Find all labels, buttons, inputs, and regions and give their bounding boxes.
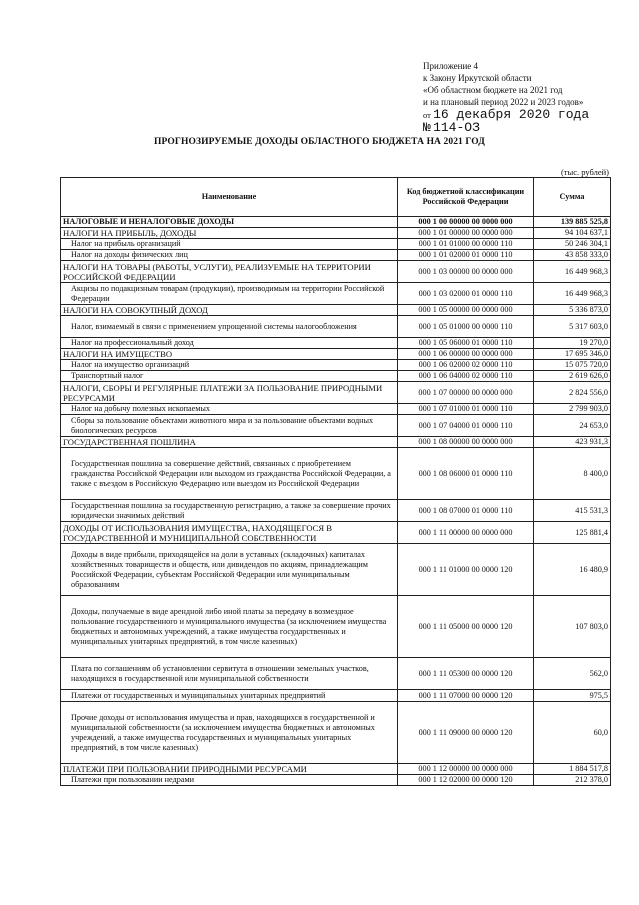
row-sum: 19 270,0 xyxy=(534,338,611,349)
row-name: НАЛОГИ, СБОРЫ И РЕГУЛЯРНЫЕ ПЛАТЕЖИ ЗА ПОЛЬЗОВАНИЕ ПРИРОДНЫМИ РЕСУРСАМИ xyxy=(61,382,398,404)
table-row xyxy=(61,371,611,382)
row-sum: 16 480,9 xyxy=(534,544,611,596)
row-code: 000 1 12 00000 00 0000 000 xyxy=(398,764,534,775)
table-row xyxy=(61,500,611,522)
row-code: 000 1 08 00000 00 0000 000 xyxy=(398,437,534,448)
row-code: 000 1 11 05000 00 0000 120 xyxy=(398,596,534,658)
table-row xyxy=(61,261,611,283)
row-sum: 8 400,0 xyxy=(534,448,611,500)
appendix-line: к Закону Иркутской области xyxy=(423,73,532,83)
table-row xyxy=(61,404,611,415)
row-sum: 423 931,3 xyxy=(534,437,611,448)
header-code: Код бюджетной классификации Российской Федерации xyxy=(398,178,534,217)
table-row xyxy=(61,702,611,764)
row-name: Государственная пошлина за государственную регистрацию, а также за совершение прочих юридически значимых действий xyxy=(61,500,398,522)
table-row xyxy=(61,250,611,261)
table-row xyxy=(61,437,611,448)
row-code: 000 1 07 04000 01 0000 110 xyxy=(398,415,534,437)
row-name: ПЛАТЕЖИ ПРИ ПОЛЬЗОВАНИИ ПРИРОДНЫМИ РЕСУРСАМИ xyxy=(61,764,398,775)
row-name: Доходы в виде прибыли, приходящейся на доли в уставных (складочных) капиталах хозяйственных товариществ и обществ, или дивидендов по акциям, принадлежащим Российской Федерации, субъектам Российской Федерации или муниципальным образованиям xyxy=(61,544,398,596)
row-code: 000 1 03 00000 00 0000 000 xyxy=(398,261,534,283)
row-sum: 125 881,4 xyxy=(534,522,611,544)
row-code: 000 1 05 06000 01 0000 110 xyxy=(398,338,534,349)
row-sum: 2 824 556,0 xyxy=(534,382,611,404)
row-name: Налог на добычу полезных ископаемых xyxy=(61,404,398,415)
date-value: 16 декабря 2020 года xyxy=(433,107,590,122)
row-name: НАЛОГИ НА ТОВАРЫ (РАБОТЫ, УСЛУГИ), РЕАЛИЗУЕМЫЕ НА ТЕРРИТОРИИ РОССИЙСКОЙ ФЕДЕРАЦИИ xyxy=(61,261,398,283)
table-header-row xyxy=(61,178,611,217)
row-code: 000 1 01 02000 01 0000 110 xyxy=(398,250,534,261)
row-sum: 60,0 xyxy=(534,702,611,764)
row-code: 000 1 06 00000 00 0000 000 xyxy=(398,349,534,360)
row-code: 000 1 11 01000 00 0000 120 xyxy=(398,544,534,596)
row-name: Платежи от государственных и муниципальных унитарных предприятий xyxy=(61,690,398,702)
row-name: НАЛОГОВЫЕ И НЕНАЛОГОВЫЕ ДОХОДЫ xyxy=(61,217,398,228)
appendix-number xyxy=(423,121,633,134)
row-sum: 139 885 525,8 xyxy=(534,217,611,228)
revenue-table xyxy=(60,177,611,786)
row-code: 000 1 08 06000 01 0000 110 xyxy=(398,448,534,500)
date-prefix: от xyxy=(423,110,431,120)
row-code: 000 1 11 09000 00 0000 120 xyxy=(398,702,534,764)
row-sum: 212 378,0 xyxy=(534,775,611,786)
row-sum: 17 695 346,0 xyxy=(534,349,611,360)
row-name: Плата по соглашениям об установлении сервитута в отношении земельных участков, находящихся в государственной или муниципальной собственности xyxy=(61,658,398,690)
row-code: 000 1 06 02000 02 0000 110 xyxy=(398,360,534,371)
table-row xyxy=(61,544,611,596)
table-row xyxy=(61,448,611,500)
appendix-line: «Об областном бюджете на 2021 год xyxy=(423,85,563,95)
row-sum: 562,0 xyxy=(534,658,611,690)
table-row xyxy=(61,775,611,786)
row-sum: 16 449 968,3 xyxy=(534,283,611,305)
row-code: 000 1 05 01000 00 0000 110 xyxy=(398,316,534,338)
row-sum: 975,5 xyxy=(534,690,611,702)
row-name: ДОХОДЫ ОТ ИСПОЛЬЗОВАНИЯ ИМУЩЕСТВА, НАХОДЯЩЕГОСЯ В ГОСУДАРСТВЕННОЙ И МУНИЦИПАЛЬНОЙ СОБСТВЕННОСТИ xyxy=(61,522,398,544)
appendix-line: и на плановый период 2022 и 2023 годов» xyxy=(423,97,584,107)
row-code: 000 1 11 07000 00 0000 120 xyxy=(398,690,534,702)
units-label: (тыс. рублей) xyxy=(560,167,609,177)
document-title: ПРОГНОЗИРУЕМЫЕ ДОХОДЫ ОБЛАСТНОГО БЮДЖЕТА НА 2021 ГОД xyxy=(154,137,485,147)
row-code: 000 1 12 02000 00 0000 120 xyxy=(398,775,534,786)
table-row xyxy=(61,522,611,544)
row-code: 000 1 07 00000 00 0000 000 xyxy=(398,382,534,404)
row-code: 000 1 07 01000 01 0000 110 xyxy=(398,404,534,415)
number-prefix: № xyxy=(423,120,431,135)
table-row xyxy=(61,764,611,775)
row-code: 000 1 05 00000 00 0000 000 xyxy=(398,305,534,316)
table-row xyxy=(61,658,611,690)
row-name: Сборы за пользование объектами животного мира и за пользование объектами водных биологических ресурсов xyxy=(61,415,398,437)
row-sum: 5 336 873,0 xyxy=(534,305,611,316)
row-code: 000 1 11 05300 00 0000 120 xyxy=(398,658,534,690)
table-row xyxy=(61,596,611,658)
table-row xyxy=(61,228,611,239)
row-sum: 2 799 903,0 xyxy=(534,404,611,415)
appendix-block xyxy=(423,60,633,134)
row-name: НАЛОГИ НА СОВОКУПНЫЙ ДОХОД xyxy=(61,305,398,316)
row-name: Государственная пошлина за совершение действий, связанных с приобретением гражданства Российской Федерации или выходом из гражданства Российской Федерации, а также с въездом в Российскую Федерацию или выездом из Российской Федерации xyxy=(61,448,398,500)
row-code: 000 1 01 00000 00 0000 000 xyxy=(398,228,534,239)
row-name: Налог на прибыль организаций xyxy=(61,239,398,250)
row-code: 000 1 01 01000 00 0000 110 xyxy=(398,239,534,250)
row-sum: 15 075 720,0 xyxy=(534,360,611,371)
table-row xyxy=(61,382,611,404)
table-row xyxy=(61,239,611,250)
table-row xyxy=(61,283,611,305)
table-row xyxy=(61,338,611,349)
row-name: Налог на имущество организаций xyxy=(61,360,398,371)
row-name: Доходы, получаемые в виде арендной либо иной платы за передачу в возмездное пользование государственного и муниципального имущества (за исключением имущества бюджетных и автономных учреждений, а также имущества государственных и муниципальных унитарных предприятий, в том числе казенных) xyxy=(61,596,398,658)
row-sum: 24 653,0 xyxy=(534,415,611,437)
table-row xyxy=(61,217,611,228)
row-code: 000 1 06 04000 02 0000 110 xyxy=(398,371,534,382)
table-body xyxy=(61,217,611,786)
header-sum: Сумма xyxy=(534,178,611,217)
table-row xyxy=(61,349,611,360)
row-sum: 43 858 333,0 xyxy=(534,250,611,261)
row-name: Налог на доходы физических лиц xyxy=(61,250,398,261)
row-name: Платежи при пользовании недрами xyxy=(61,775,398,786)
row-sum: 2 619 626,0 xyxy=(534,371,611,382)
row-code: 000 1 11 00000 00 0000 000 xyxy=(398,522,534,544)
table-row xyxy=(61,305,611,316)
table-row xyxy=(61,360,611,371)
row-sum: 107 803,0 xyxy=(534,596,611,658)
appendix-line: Приложение 4 xyxy=(423,61,479,71)
number-value: 114-ОЗ xyxy=(433,120,480,135)
table-row xyxy=(61,316,611,338)
row-sum: 1 884 517,8 xyxy=(534,764,611,775)
row-name: Акцизы по подакцизным товарам (продукции), производимым на территории Российской Федерации xyxy=(61,283,398,305)
row-name: НАЛОГИ НА ИМУЩЕСТВО xyxy=(61,349,398,360)
row-name: Прочие доходы от использования имущества и прав, находящихся в государственной и муниципальной собственности (за исключением имущества бюджетных и автономных учреждений, а также имущества государственных и муниципальных унитарных предприятий, в том числе казенных) xyxy=(61,702,398,764)
row-sum: 5 317 603,0 xyxy=(534,316,611,338)
row-code: 000 1 00 00000 00 0000 000 xyxy=(398,217,534,228)
row-sum: 94 104 637,1 xyxy=(534,228,611,239)
row-sum: 16 449 968,3 xyxy=(534,261,611,283)
table-row xyxy=(61,690,611,702)
header-name: Наименование xyxy=(61,178,398,217)
row-sum: 415 531,3 xyxy=(534,500,611,522)
row-code: 000 1 03 02000 01 0000 110 xyxy=(398,283,534,305)
row-name: Налог на профессиональный доход xyxy=(61,338,398,349)
row-name: ГОСУДАРСТВЕННАЯ ПОШЛИНА xyxy=(61,437,398,448)
row-name: Транспортный налог xyxy=(61,371,398,382)
table-row xyxy=(61,415,611,437)
row-code: 000 1 08 07000 01 0000 110 xyxy=(398,500,534,522)
row-sum: 50 246 304,1 xyxy=(534,239,611,250)
row-name: НАЛОГИ НА ПРИБЫЛЬ, ДОХОДЫ xyxy=(61,228,398,239)
row-name: Налог, взимаемый в связи с применением упрощенной системы налогообложения xyxy=(61,316,398,338)
